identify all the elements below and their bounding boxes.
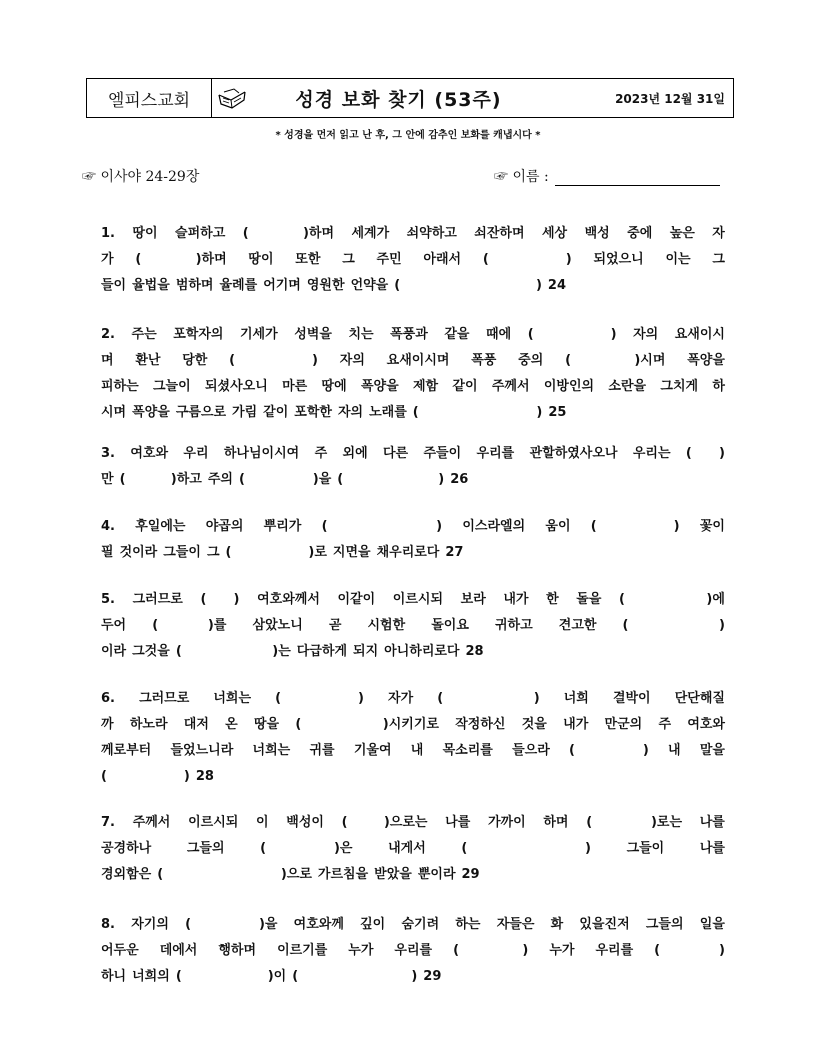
- question-word: 너희: [563, 691, 589, 706]
- question-word: 이: [256, 815, 269, 830]
- question-word: 자의: [337, 405, 364, 420]
- question-word: 후일에는: [135, 519, 186, 534]
- question-word: 주의: [207, 472, 233, 487]
- question-word: 되셨사오니: [205, 379, 268, 394]
- question-3: [101, 441, 725, 493]
- question-word: ( )로는: [586, 815, 683, 830]
- question-word: 28: [465, 644, 484, 659]
- question-word: 자들은: [496, 917, 535, 932]
- question-word: 영원한: [306, 278, 345, 293]
- question-line: [101, 221, 725, 247]
- question-word: ( )를: [152, 618, 227, 633]
- question-word: 단단해질: [674, 691, 725, 706]
- question-word: 8.: [101, 917, 115, 932]
- question-word: 백성: [584, 226, 610, 241]
- question-word: 하며: [543, 815, 569, 830]
- question-word: 삼았노니: [252, 618, 303, 633]
- question-word: 포학한: [294, 405, 332, 420]
- question-word: 일을: [699, 917, 725, 932]
- question-word: 슬퍼하고: [175, 226, 226, 241]
- question-word: 29: [461, 867, 480, 882]
- question-word: 누가: [348, 943, 374, 958]
- question-word: ( ): [527, 327, 617, 342]
- question-word: 나를: [699, 841, 725, 856]
- question-word: 땅이: [132, 226, 158, 241]
- question-word: 이르시되: [392, 592, 444, 607]
- question-word: 귀를: [309, 743, 335, 758]
- question-word: 5.: [101, 592, 115, 607]
- question-word: 땅에: [321, 379, 347, 394]
- question-word: 백성이: [286, 815, 324, 830]
- question-word: 되었으니: [593, 252, 644, 267]
- question-word: 두어: [101, 618, 127, 633]
- question-word: 시며: [101, 405, 127, 420]
- date-label: 2023년 12월 31일: [615, 91, 725, 106]
- question-word: ( )에: [619, 592, 725, 607]
- question-word: 공경하나: [101, 841, 152, 856]
- question-word: ( ): [412, 405, 543, 420]
- question-word: 또한: [295, 252, 321, 267]
- question-word: 그치게: [660, 379, 699, 394]
- question-word: 4.: [101, 519, 115, 534]
- question-word: 하노라: [129, 717, 168, 732]
- question-line: [101, 613, 725, 639]
- question-word: 세상: [541, 226, 568, 241]
- question-word: 이르기를: [277, 943, 328, 958]
- question-word: 내가: [503, 592, 529, 607]
- question-word: ( ): [453, 943, 529, 958]
- question-line: [101, 862, 725, 888]
- instruction-note: * 성경을 먼저 읽고 난 후, 그 안에 감추인 보화를 캐냅시다 *: [275, 130, 541, 141]
- question-word: ( )하며: [242, 226, 335, 241]
- question-word: 환난: [135, 353, 161, 368]
- question-word: 기세가: [239, 327, 278, 342]
- question-word: 폭양을: [360, 379, 399, 394]
- question-word: 경외함은: [101, 867, 152, 882]
- question-word: 때에: [486, 327, 512, 342]
- question-word: 6.: [101, 691, 115, 706]
- question-word: 대저: [183, 717, 209, 732]
- question-word: 주: [658, 717, 672, 732]
- question-word: ( )이: [175, 969, 287, 984]
- question-word: ( )하며: [135, 252, 227, 267]
- question-word: ( ): [229, 353, 318, 368]
- question-word: 관할하였사오나: [529, 446, 618, 461]
- question-word: 너희는: [213, 691, 252, 706]
- question-line: [101, 374, 725, 400]
- question-word: 자의: [339, 353, 365, 368]
- question-word: 필: [101, 545, 114, 560]
- question-word: ( ): [590, 519, 680, 534]
- question-word: 말을: [699, 743, 725, 758]
- question-line: [101, 514, 725, 540]
- name-blank-line[interactable]: [555, 169, 720, 186]
- question-word: 돌이요: [431, 618, 469, 633]
- question-word: ( )시며: [565, 353, 666, 368]
- question-word: 지면을: [332, 545, 371, 560]
- question-word: 가림: [232, 405, 258, 420]
- question-word: 중에: [627, 226, 653, 241]
- question-word: 다른: [383, 446, 409, 461]
- question-word: 율례를: [219, 278, 258, 293]
- question-word: 우리를: [476, 446, 515, 461]
- question-word: 소란을: [608, 379, 647, 394]
- question-word: 그: [712, 252, 725, 267]
- question-word: 땅을: [254, 717, 280, 732]
- question-word: 1.: [101, 226, 115, 241]
- question-word: 세계가: [351, 226, 390, 241]
- question-word: 주는: [131, 327, 157, 342]
- question-word: 쇠약하고: [406, 226, 457, 241]
- question-word: ( ): [654, 943, 725, 958]
- question-word: 같이: [263, 405, 289, 420]
- name-field: [494, 166, 720, 186]
- question-word: 것이라: [119, 545, 158, 560]
- question-word: 어두운: [101, 943, 139, 958]
- question-word: 목소리를: [442, 743, 493, 758]
- question-word: 내게서: [388, 841, 426, 856]
- question-word: 자가: [388, 691, 414, 706]
- question-word: 곧: [328, 618, 342, 633]
- name-label: ☞ 이름 :: [494, 169, 549, 185]
- question-word: ( ): [685, 446, 725, 461]
- question-word: 아래서: [423, 252, 462, 267]
- question-line: [101, 912, 725, 938]
- question-word: 그들의: [186, 841, 225, 856]
- question-word: 받았을: [374, 867, 412, 882]
- question-word: 움이: [545, 519, 571, 534]
- question-word: ( ): [292, 969, 418, 984]
- question-word: 그: [342, 252, 355, 267]
- question-line: [101, 686, 725, 712]
- question-4: [101, 514, 725, 566]
- worksheet-header: [86, 78, 734, 118]
- question-word: 온: [225, 717, 238, 732]
- question-word: 하: [712, 379, 725, 394]
- question-word: 같을: [444, 327, 470, 342]
- question-word: ( )하고: [119, 472, 202, 487]
- question-word: 우리는: [632, 446, 671, 461]
- question-word: ( )시키기로: [295, 717, 439, 732]
- question-word: 데에서: [159, 943, 198, 958]
- question-word: 자: [712, 226, 725, 241]
- question-word: 요새이시며: [386, 353, 450, 368]
- question-word: 자기의: [131, 917, 169, 932]
- question-word: ( )으로: [157, 867, 312, 882]
- question-word: 주께서: [132, 815, 171, 830]
- question-word: 것을: [521, 717, 547, 732]
- question-word: 우리를: [394, 943, 433, 958]
- question-word: 께로부터: [101, 743, 152, 758]
- question-word: 주: [314, 446, 328, 461]
- question-word: 그들의: [645, 917, 684, 932]
- question-word: 그들이: [626, 841, 665, 856]
- question-word: 자의: [633, 327, 659, 342]
- question-word: 숨기려: [401, 917, 440, 932]
- page-title: 성경 보화 찾기 (53주): [295, 88, 502, 111]
- question-word: 여호와: [130, 446, 169, 461]
- question-word: 너희의: [132, 969, 170, 984]
- question-word: 한: [546, 592, 559, 607]
- question-word: 하는: [455, 917, 481, 932]
- question-word: ( )을: [238, 472, 332, 487]
- question-word: ( ): [101, 769, 190, 784]
- question-word: 이는: [665, 252, 691, 267]
- question-word: 26: [450, 472, 469, 487]
- question-1: [101, 221, 725, 299]
- question-word: 가까이: [487, 815, 526, 830]
- question-word: ( ): [622, 618, 725, 633]
- question-word: ( ): [569, 743, 649, 758]
- question-word: 화: [550, 917, 564, 932]
- question-word: 여호와께서: [257, 592, 320, 607]
- question-word: 어기며: [263, 278, 301, 293]
- question-word: 그: [206, 545, 220, 560]
- question-line: [101, 273, 725, 299]
- question-word: ( ): [321, 519, 443, 534]
- question-word: 치는: [348, 327, 374, 342]
- question-word: 땅이: [248, 252, 274, 267]
- question-word: 보라: [460, 592, 486, 607]
- question-word: 외에: [342, 446, 368, 461]
- question-word: 나를: [699, 815, 725, 830]
- question-word: 높은: [669, 226, 695, 241]
- question-word: 너희는: [252, 743, 291, 758]
- question-word: 뿌리가: [263, 519, 302, 534]
- question-word: 3.: [101, 446, 115, 461]
- question-line: [101, 639, 725, 665]
- question-word: ( ): [337, 472, 445, 487]
- church-name: 엘피스교회: [87, 79, 212, 117]
- question-word: 아니하리로다: [384, 644, 460, 659]
- question-word: 있을진저: [579, 917, 630, 932]
- question-word: 구름으로: [175, 405, 227, 420]
- question-line: [101, 587, 725, 613]
- question-word: 폭양을: [132, 405, 170, 420]
- question-word: 작정하신: [455, 717, 506, 732]
- question-line: [101, 348, 725, 374]
- question-word: 누가: [549, 943, 575, 958]
- question-line: [101, 964, 725, 990]
- question-word: ( ): [394, 278, 542, 293]
- question-word: 쇠잔하며: [474, 226, 525, 241]
- question-word: 돌을: [576, 592, 602, 607]
- question-word: 시험한: [367, 618, 406, 633]
- question-word: 내: [668, 743, 681, 758]
- question-2: [101, 322, 725, 426]
- question-word: 견고한: [558, 618, 597, 633]
- question-word: 율법을: [132, 278, 170, 293]
- question-word: 주민: [376, 252, 402, 267]
- question-word: ( ): [461, 841, 591, 856]
- question-word: ( )으로는: [341, 815, 428, 830]
- question-word: 범하며: [175, 278, 214, 293]
- question-word: 마른: [282, 379, 308, 394]
- question-word: 이같이: [337, 592, 376, 607]
- question-word: 들으라: [512, 743, 550, 758]
- question-word: 27: [445, 545, 464, 560]
- question-word: 만군의: [604, 717, 643, 732]
- passage-reference: ☞ 이사야 24-29장: [82, 169, 200, 185]
- question-word: ( ): [437, 691, 540, 706]
- question-line: [101, 441, 725, 467]
- question-word: 그늘이: [153, 379, 191, 394]
- question-word: 며: [101, 353, 114, 368]
- question-word: 다급하게: [296, 644, 348, 659]
- question-word: 여호와께: [293, 917, 344, 932]
- question-line: [101, 322, 725, 348]
- question-word: 피하는: [101, 379, 139, 394]
- question-word: ( )는: [175, 644, 291, 659]
- question-word: ( ): [482, 252, 572, 267]
- question-word: 가르침을: [317, 867, 369, 882]
- question-word: 28: [195, 769, 214, 784]
- question-word: 여호와: [687, 717, 725, 732]
- question-word: 이르시되: [188, 815, 239, 830]
- question-word: 나를: [445, 815, 471, 830]
- question-word: 행하며: [218, 943, 257, 958]
- question-word: 7.: [101, 815, 115, 830]
- question-word: ( ): [275, 691, 364, 706]
- question-word: 주들이: [423, 446, 462, 461]
- question-word: 같이: [452, 379, 478, 394]
- question-word: 우리를: [595, 943, 634, 958]
- question-word: 그러므로: [139, 691, 190, 706]
- question-line: [101, 540, 725, 566]
- question-line: [101, 738, 725, 764]
- question-line: [101, 836, 725, 862]
- question-word: 들이: [101, 278, 127, 293]
- question-line: [101, 764, 725, 790]
- question-6: [101, 686, 725, 790]
- question-word: 폭양을: [687, 353, 725, 368]
- question-word: 내가: [563, 717, 589, 732]
- question-7: [101, 810, 725, 888]
- question-word: 29: [423, 969, 442, 984]
- question-line: [101, 938, 725, 964]
- question-8: [101, 912, 725, 990]
- question-word: 만: [101, 472, 114, 487]
- question-word: 중의: [518, 353, 544, 368]
- question-word: 기울여: [353, 743, 392, 758]
- question-word: 폭풍과: [390, 327, 428, 342]
- question-word: 24: [547, 278, 567, 293]
- question-line: [101, 712, 725, 738]
- question-word: 결박이: [612, 691, 651, 706]
- question-word: 되지: [353, 644, 379, 659]
- question-word: 꽃이: [699, 519, 725, 534]
- question-word: 하니: [101, 969, 127, 984]
- question-word: 야곱의: [205, 519, 244, 534]
- question-line: [101, 400, 725, 426]
- question-word: 이방인의: [543, 379, 595, 394]
- question-line: [101, 467, 725, 493]
- question-word: 깊이: [360, 917, 386, 932]
- question-word: 요새이시: [674, 327, 725, 342]
- question-word: 언약을: [350, 278, 389, 293]
- question-word: 성벽을: [294, 327, 332, 342]
- question-word: 포학자의: [173, 327, 224, 342]
- question-word: 제함: [412, 379, 439, 394]
- question-word: 주께서: [491, 379, 530, 394]
- question-line: [101, 247, 725, 273]
- question-word: 25: [548, 405, 567, 420]
- question-word: ( )로: [225, 545, 327, 560]
- question-word: 가: [101, 252, 114, 267]
- question-word: 폭풍: [471, 353, 497, 368]
- question-word: ( )을: [185, 917, 278, 932]
- question-line: [101, 810, 725, 836]
- question-word: 내: [410, 743, 424, 758]
- question-word: 당한: [182, 353, 208, 368]
- question-word: 그들이: [163, 545, 201, 560]
- question-word: 우리: [183, 446, 209, 461]
- question-word: 그러므로: [132, 592, 183, 607]
- question-word: 2.: [101, 327, 115, 342]
- question-word: 들었느니라: [170, 743, 234, 758]
- question-word: 채우리로다: [376, 545, 440, 560]
- book-icon: [212, 79, 252, 117]
- question-word: 뿐이라: [417, 867, 456, 882]
- question-word: 귀하고: [495, 618, 533, 633]
- question-word: 이스라엘의: [462, 519, 526, 534]
- question-word: 하나님이시여: [223, 446, 300, 461]
- question-word: 까: [101, 717, 114, 732]
- question-5: [101, 587, 725, 665]
- question-word: 노래를: [369, 405, 407, 420]
- question-word: 이라: [101, 644, 127, 659]
- question-word: 그것을: [132, 644, 170, 659]
- question-word: ( )은: [260, 841, 353, 856]
- question-word: ( ): [200, 592, 240, 607]
